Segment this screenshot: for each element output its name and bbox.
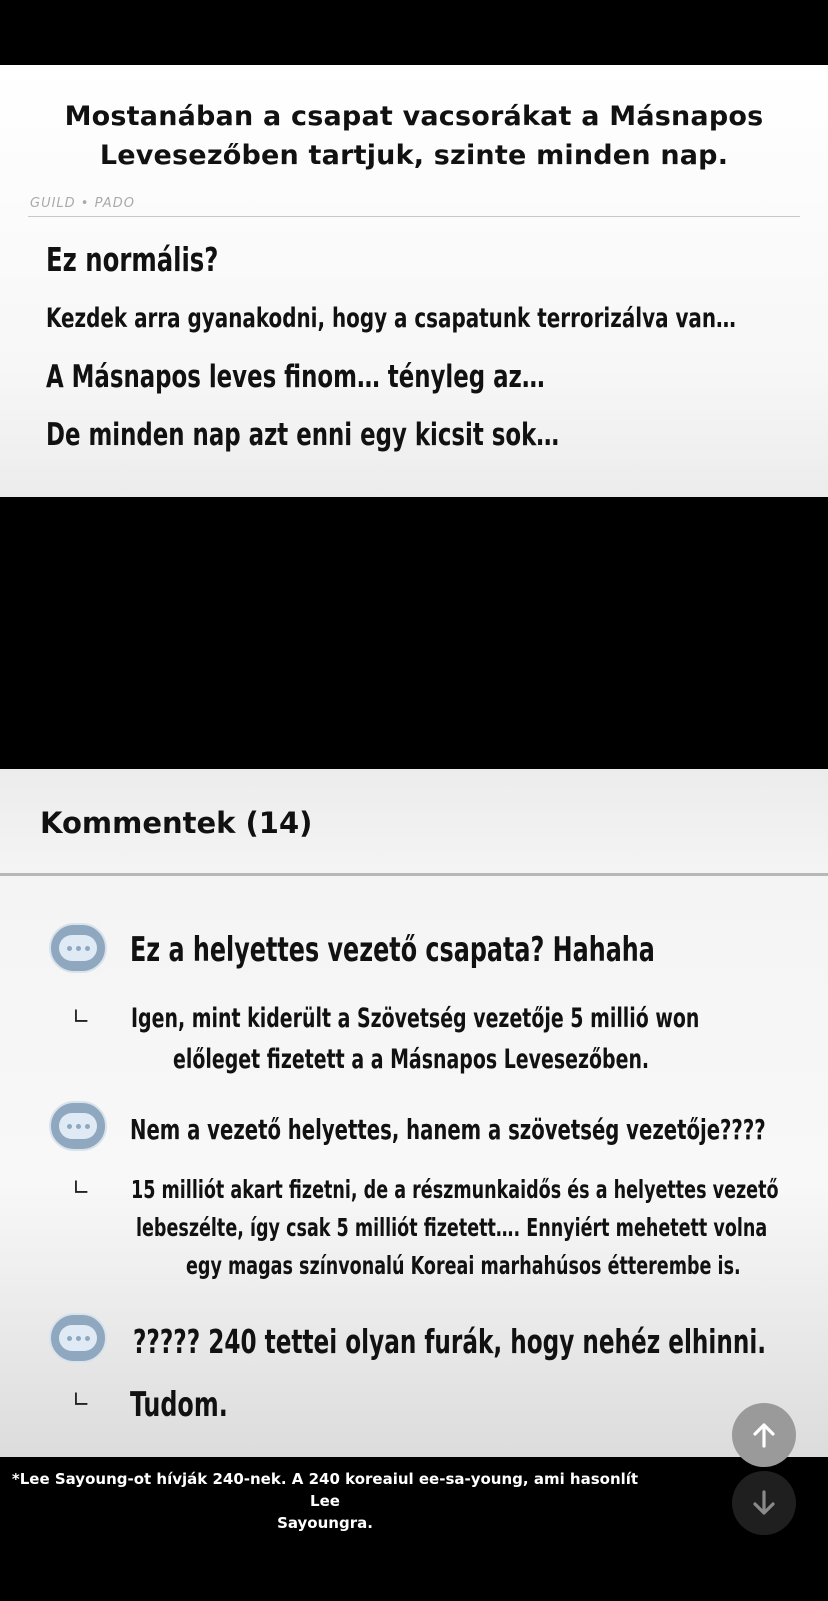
arrow-down-icon — [749, 1488, 779, 1518]
scroll-up-button[interactable] — [732, 1403, 796, 1467]
post-line: De minden nap azt enni egy kicsit sok… — [46, 417, 560, 453]
reply-text: 15 milliót akart fizetni, de a részmunkaidős és a helyettes vezető — [131, 1175, 779, 1204]
post-title: Mostanában a csapat vacsorákat a Másnapos Levesezőben tartjuk, szinte minden nap. — [64, 101, 764, 171]
arrow-up-icon — [749, 1420, 779, 1450]
post-line: A Másnapos leves finom… tényleg az… — [46, 359, 545, 395]
comments-header: Kommentek (14) — [40, 806, 313, 840]
comment-bubble-icon — [49, 1101, 107, 1151]
divider — [0, 873, 828, 876]
reply-marker: ∟ — [72, 1388, 91, 1413]
comment-bubble-icon — [49, 1313, 107, 1363]
post-line: Kezdek arra gyanakodni, hogy a csapatunk terrorizálva van… — [46, 303, 736, 334]
footnote: *Lee Sayoung-ot hívják 240-nek. A 240 koreaiul ee-sa-young, ami hasonlít Lee Sayoungra. — [11, 1470, 639, 1532]
reply-text: Tudom. — [130, 1385, 228, 1425]
guild-tag: GUILD • PADO — [30, 196, 135, 211]
reply-text: lebeszélte, így csak 5 milliót fizetett…. Ennyiért mehetett volna — [136, 1213, 768, 1242]
scroll-down-button[interactable] — [732, 1471, 796, 1535]
reply-marker: ∟ — [72, 1176, 91, 1201]
comment-text: Ez a helyettes vezető csapata? Hahaha — [130, 930, 655, 970]
reply-text: előleget fizetett a a Másnapos Levesezőben. — [173, 1044, 650, 1075]
divider — [28, 216, 800, 217]
reply-marker: ∟ — [72, 1005, 91, 1030]
post-line: Ez normális? — [46, 240, 219, 279]
reply-text: egy magas színvonalú Koreai marhahúsos étterembe is. — [186, 1251, 741, 1280]
comment-bubble-icon — [49, 923, 107, 973]
comment-text: ????? 240 tettei olyan furák, hogy nehéz elhinni. — [133, 1322, 767, 1361]
comment-text: Nem a vezető helyettes, hanem a szövetség vezetője???? — [130, 1113, 766, 1146]
reply-text: Igen, mint kiderült a Szövetség vezetője 5 millió won — [131, 1003, 700, 1034]
